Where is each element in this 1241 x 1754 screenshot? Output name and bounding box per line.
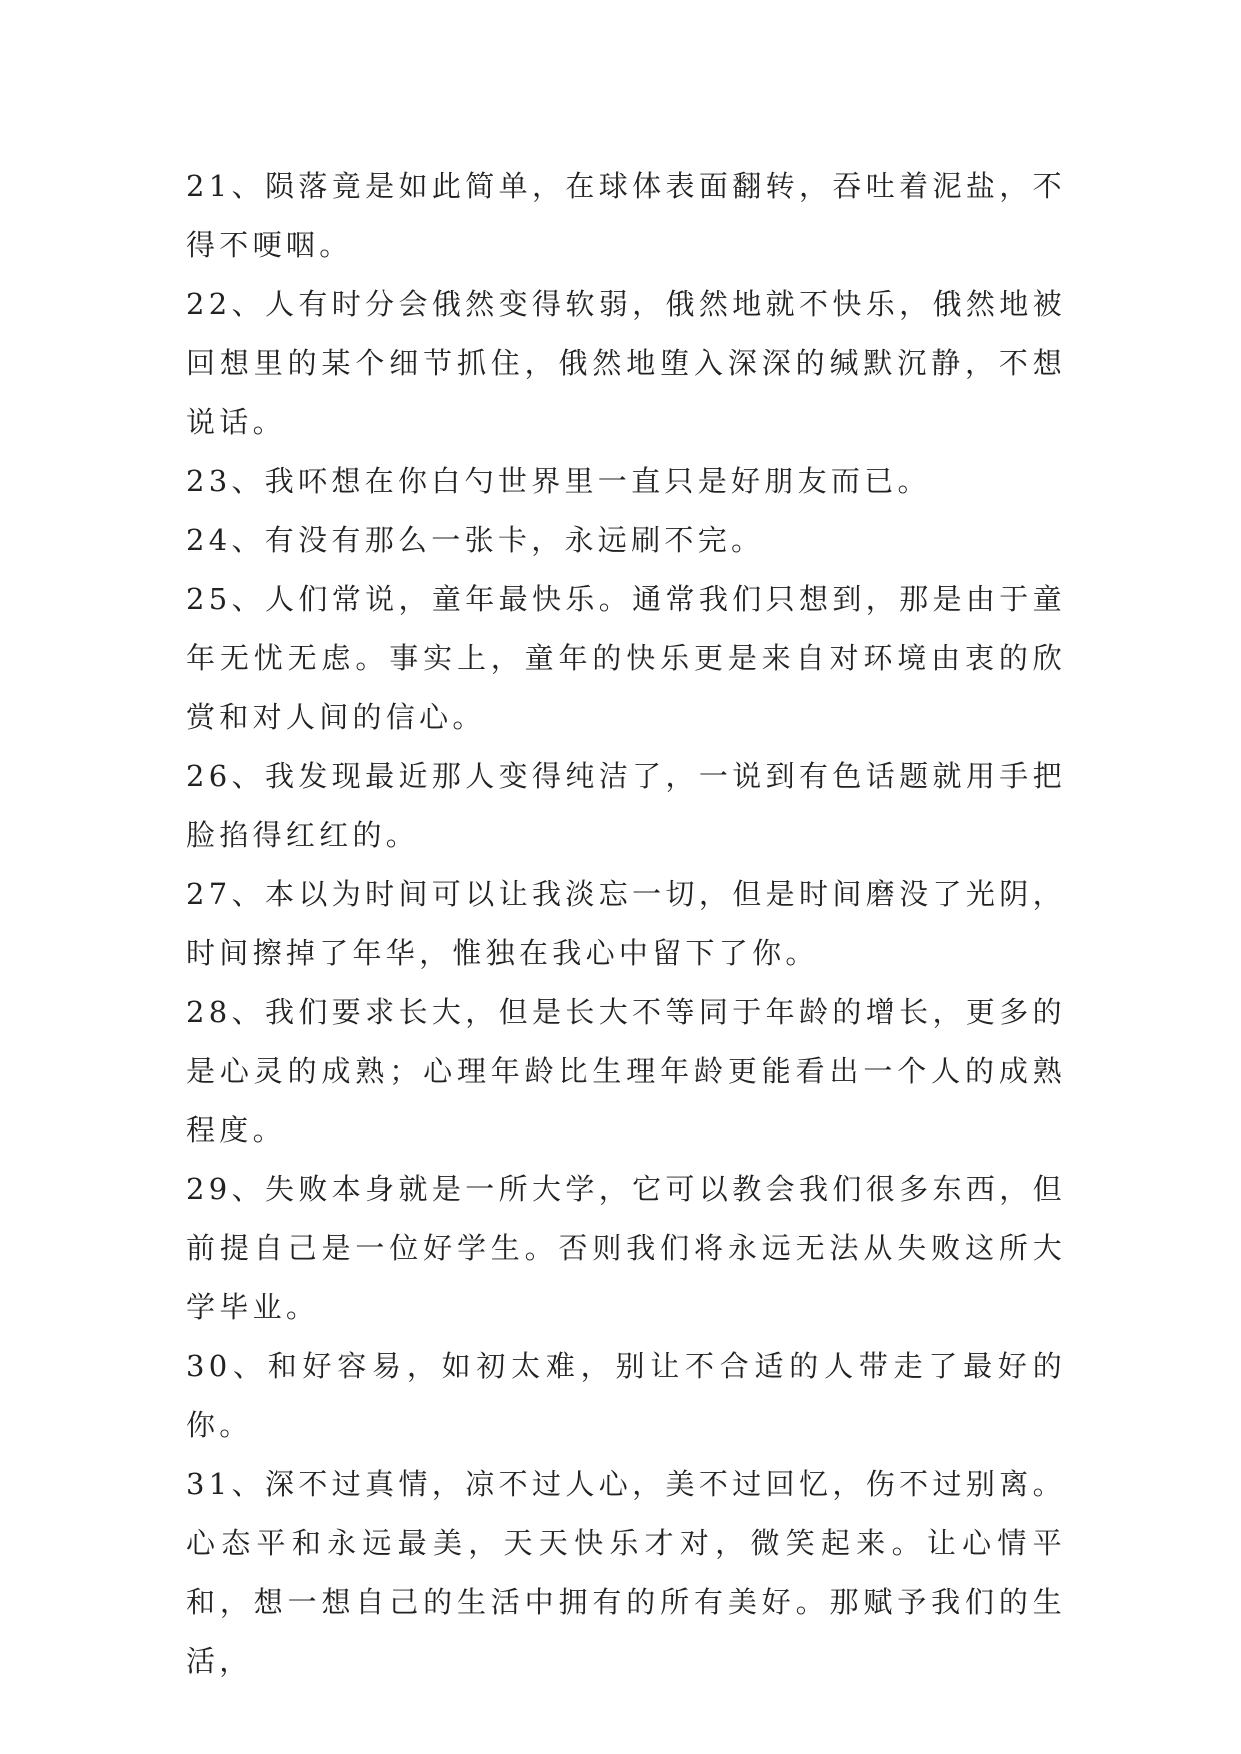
paragraph-21: 21、陨落竟是如此简单，在球体表面翻转，吞吐着泥盐，不得不哽咽。 <box>186 169 1066 262</box>
paragraph-23: 23、我吥想在你白勺世界里一直只是好朋友而已。 <box>186 464 931 498</box>
paragraph-27: 27、本以为时间可以让我淡忘一切，但是时间磨没了光阴，时间擦掉了年华，惟独在我心中留下了你。 <box>186 877 1066 970</box>
paragraph-28: 28、我们要求长大，但是长大不等同于年龄的增长，更多的是心灵的成熟；心理年龄比生理年龄更能看出一个人的成熟程度。 <box>186 995 1066 1147</box>
paragraph-31: 31、深不过真情，凉不过人心，美不过回忆，伤不过别离。心态平和永远最美，天天快乐才对，微笑起来。让心情平和，想一想自己的生活中拥有的所有美好。那赋予我们的生活， <box>186 1467 1066 1678</box>
paragraph-29: 29、失败本身就是一所大学，它可以教会我们很多东西，但前提自己是一位好学生。否则我们将永远无法从失败这所大学毕业。 <box>186 1172 1066 1324</box>
document-body <box>186 157 1066 1691</box>
paragraph-24: 24、有没有那么一张卡，永远刷不完。 <box>186 523 765 557</box>
paragraph-22: 22、人有时分会俄然变得软弱，俄然地就不快乐，俄然地被回想里的某个细节抓住，俄然地堕入深深的缄默沉静，不想说话。 <box>186 287 1066 439</box>
paragraph-26: 26、我发现最近那人变得纯洁了，一说到有色话题就用手把脸掐得红红的。 <box>186 759 1066 852</box>
paragraph-25: 25、人们常说，童年最快乐。通常我们只想到，那是由于童年无忧无虑。事实上，童年的快乐更是来自对环境由衷的欣赏和对人间的信心。 <box>186 582 1066 734</box>
paragraph-30: 30、和好容易，如初太难，别让不合适的人带走了最好的你。 <box>186 1349 1066 1442</box>
